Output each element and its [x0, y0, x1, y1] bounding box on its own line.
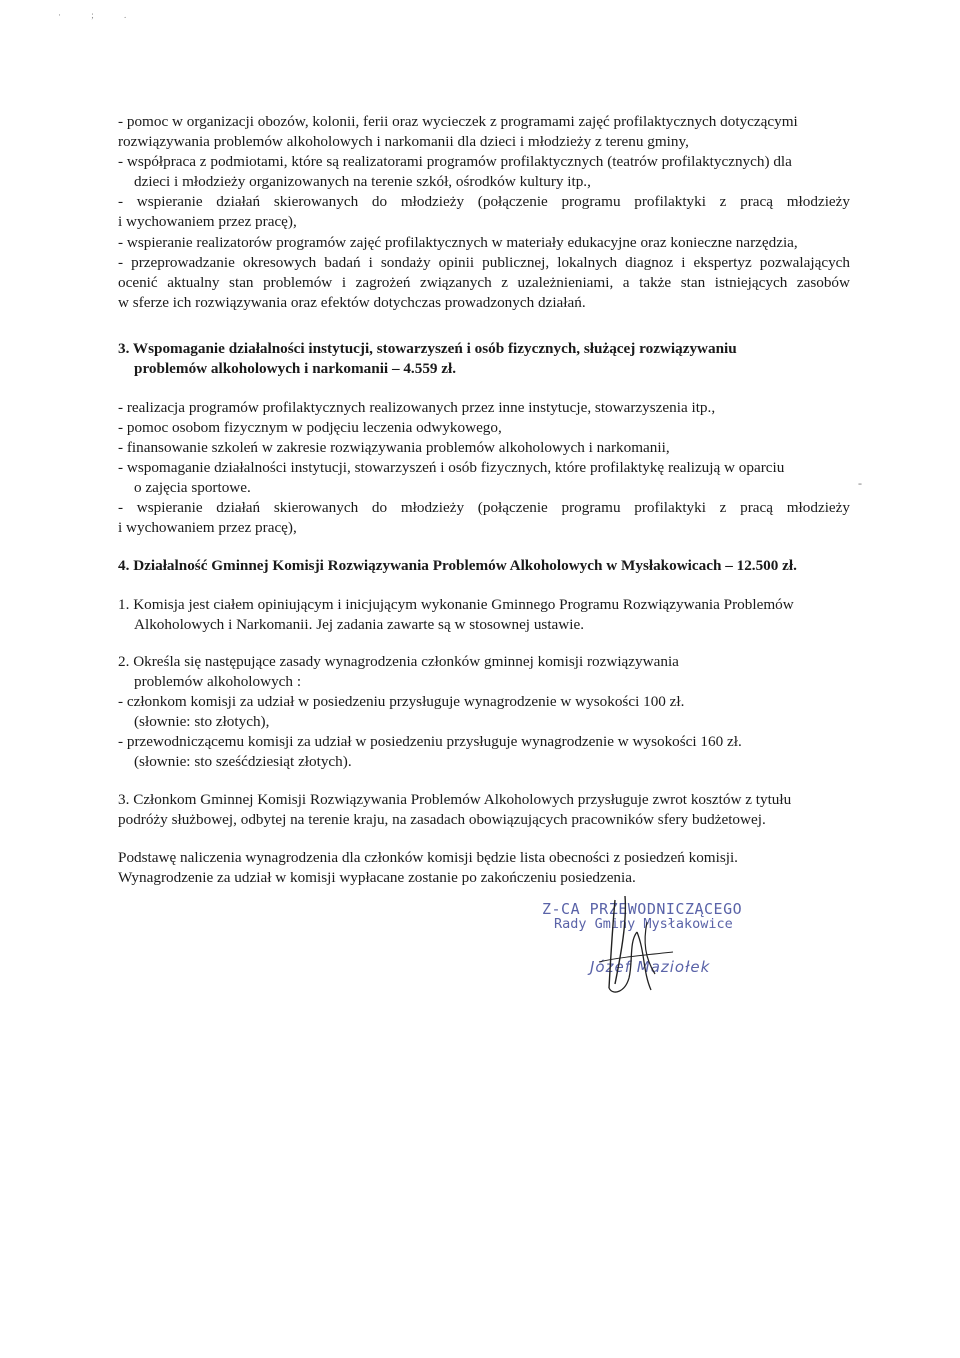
handwritten-signature [585, 892, 695, 1002]
paragraph-4-line: Wynagrodzenie za udział w komisji wypłacane zostanie po zakończeniu posiedzenia. [118, 869, 636, 886]
bullet-line: - finansowanie szkoleń w zakresie rozwiązywania problemów alkoholowych i narkomanii, [118, 439, 670, 456]
text-line: rozwiązywania problemów alkoholowych i narkomanii dla dzieci i młodzieży z terenu gminy, [118, 133, 689, 150]
text-line: (słownie: sto złotych), [134, 713, 270, 730]
bullet-line: - pomoc w organizacji obozów, kolonii, ferii oraz wycieczek z programami zajęć profilaktycznych dotyczącymi [118, 113, 798, 130]
section-4-heading: 4. Działalność Gminnej Komisji Rozwiązywania Problemów Alkoholowych w Mysłakowicach – 12.500 zł. [118, 557, 797, 574]
section-3-heading: 3. Wspomaganie działalności instytucji, stowarzyszeń i osób fizycznych, służącej rozwiązywaniu [118, 340, 737, 357]
bullet-line: - współpraca z podmiotami, które są realizatorami programów profilaktycznych (teatrów profilaktycznych) dla [118, 153, 792, 170]
paragraph-2-line: 2. Określa się następujące zasady wynagrodzenia członków gminnej komisji rozwiązywania [118, 653, 679, 670]
text-line: w sferze ich rozwiązywania oraz efektów dotychczas prowadzonych działań. [118, 294, 586, 311]
text-line: i wychowaniem przez pracę), [118, 519, 297, 536]
bullet-line: - pomoc osobom fizycznym w podjęciu leczenia odwykowego, [118, 419, 502, 436]
text-line: i wychowaniem przez pracę), [118, 213, 297, 230]
stamp-name: Józef Maziołek [590, 958, 711, 976]
stamp-council: Rady Gminy Mysłakowice [554, 916, 733, 932]
bullet-line: - przeprowadzanie okresowych badań i sondaży opinii publicznej, lokalnych diagnoz i ekspertyz pozwalających [118, 254, 850, 271]
text-line: dzieci i młodzieży organizowanych na terenie szkół, ośrodków kultury itp., [134, 173, 591, 190]
paragraph-1-line: 1. Komisja jest ciałem opiniującym i inicjującym wykonanie Gminnego Programu Rozwiązywania Problemów [118, 596, 794, 613]
text-line: (słownie: sto sześćdziesiąt złotych). [134, 753, 352, 770]
stamp-title: Z-CA PRZEWODNICZĄCEGO [542, 900, 743, 918]
bullet-line: - wspomaganie działalności instytucji, stowarzyszeń i osób fizycznych, które profilaktykę realizują w oparciu [118, 459, 785, 476]
bullet-line: - wspieranie działań skierowanych do młodzieży (połączenie programu profilaktyki z pracą młodzieży [118, 499, 850, 516]
bullet-line: - przewodniczącemu komisji za udział w posiedzeniu przysługuje wynagrodzenie w wysokości 160 zł. [118, 733, 742, 750]
paragraph-4-line: Podstawę naliczenia wynagrodzenia dla członków komisji będzie lista obecności z posiedzeń komisji. [118, 849, 738, 866]
text-line: ocenić aktualny stan problemów i zagrożeń związanych z uzależnieniami, a także stan istniejących zasobów [118, 274, 850, 291]
paragraph-1-line: Alkoholowych i Narkomanii. Jej zadania zawarte są w stosownej ustawie. [134, 616, 585, 633]
stray-mark: - [858, 476, 862, 490]
paragraph-3-line: podróży służbowej, odbytej na terenie kraju, na zasadach obowiązujących pracowników sfery budżetowej. [118, 811, 766, 828]
bullet-line: - wspieranie działań skierowanych do młodzieży (połączenie programu profilaktyki z pracą młodzieży [118, 193, 850, 210]
bullet-line: - realizacja programów profilaktycznych realizowanych przez inne instytucje, stowarzyszenia itp., [118, 399, 716, 416]
paragraph-3-line: 3. Członkom Gminnej Komisji Rozwiązywania Problemów Alkoholowych przysługuje zwrot kosztów z tytułu [118, 791, 792, 808]
paragraph-2-line: problemów alkoholowych : [134, 673, 302, 690]
bullet-line: - wspieranie realizatorów programów zajęć profilaktycznych w materiały edukacyjne oraz konieczne narzędzia, [118, 234, 798, 251]
bullet-line: - członkom komisji za udział w posiedzeniu przysługuje wynagrodzenie w wysokości 100 zł. [118, 693, 685, 710]
section-3-heading-cont: problemów alkoholowych i narkomanii – 4.559 zł. [134, 360, 457, 377]
scan-marks: · ; . [58, 10, 141, 20]
text-line: o zajęcia sportowe. [134, 479, 251, 496]
